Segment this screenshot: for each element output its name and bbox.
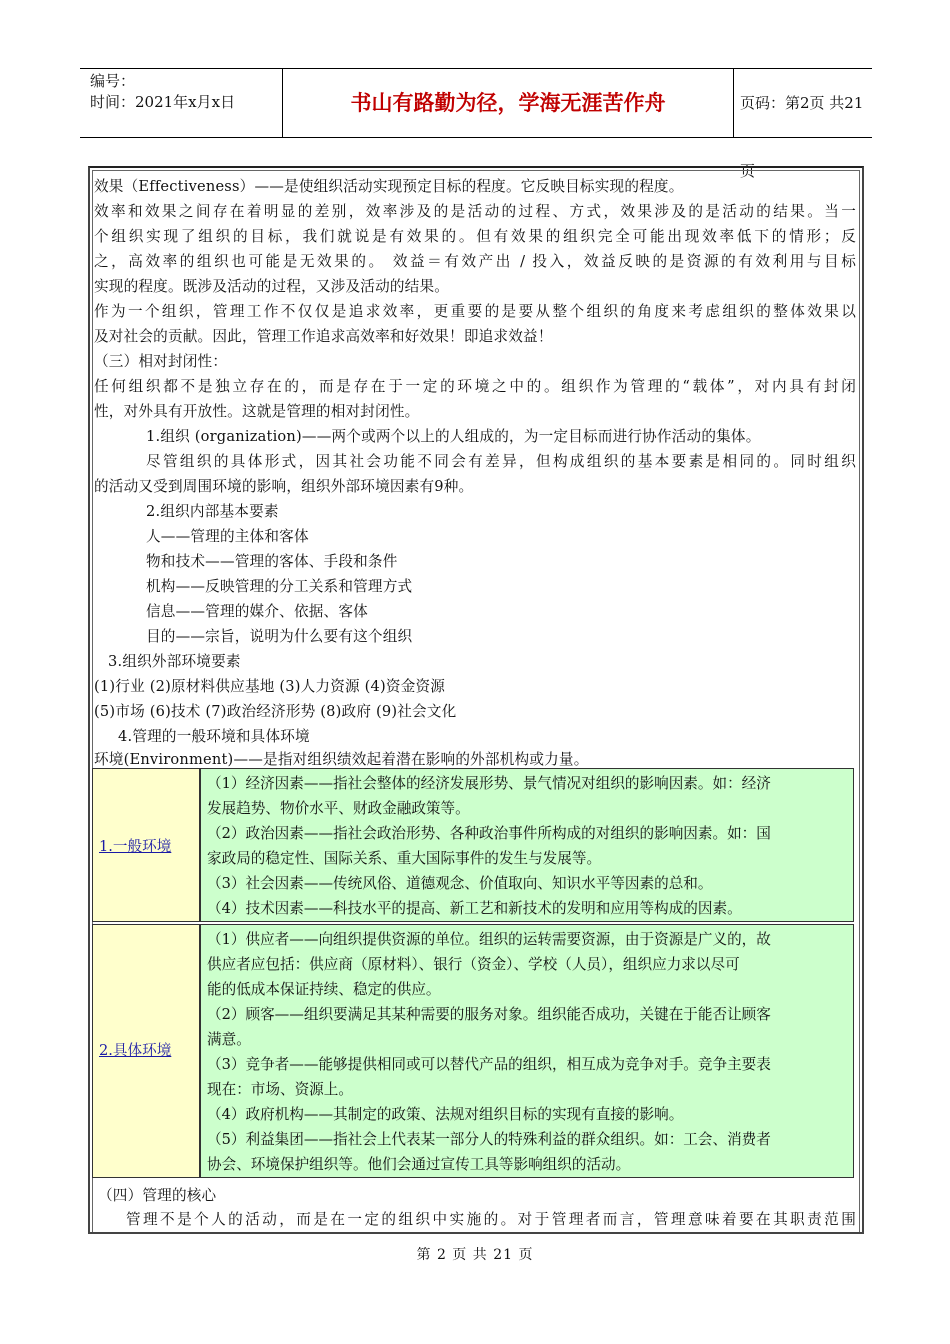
paragraph-line: 个组织实现了组织的目标，我们就说是有效果的。但有效果的组织完全可能出现效率低下的情形；反: [94, 228, 856, 245]
general-environment-label-cell: [92, 768, 200, 922]
list-item: 目的——宗旨，说明为什么要有这个组织: [146, 628, 413, 645]
table-row-line: 供应者应包括：供应商（原材料）、银行（资金）、学校（人员），组织应力求以尽可: [207, 956, 740, 973]
table-row-line: （3）社会因素——传统风俗、道德观念、价值取向、知识水平等因素的总和。: [207, 875, 713, 892]
page-footer: 第 2 页 共 21 页: [416, 1247, 534, 1263]
header-page-number: 页码：第2页 共21页: [740, 94, 864, 180]
table-row-line: （3）竞争者——能够提供相同或可以替代产品的组织，相互成为竞争对手。竞争主要表: [207, 1056, 771, 1073]
table-row-line: （2）顾客——组织要满足其某种需要的服务对象。组织能否成功，关键在于能否让顾客: [207, 1006, 771, 1023]
paragraph-line: 的活动又受到周围环境的影响，组织外部环境因素有9种。: [94, 478, 474, 495]
paragraph-line: 及对社会的贡献。因此，管理工作追求高效率和好效果！即追求效益！: [94, 328, 553, 345]
paragraph-line: 效率和效果之间存在着明显的差别，效率涉及的是活动的过程、方式，效果涉及的是活动的结果。当一: [94, 203, 856, 220]
section-heading: （四）管理的核心: [98, 1187, 217, 1204]
paragraph-line: 作为一个组织，管理工作不仅仅是追求效率，更重要的是要从整个组织的角度来考虑组织的整体效果以: [94, 303, 856, 320]
environment-table: [90, 768, 856, 1178]
table-row-line: （4）政府机构——其制定的政策、法规对组织目标的实现有直接的影响。: [207, 1106, 684, 1123]
table-row-line: （5）利益集团——指社会上代表某一部分人的特殊利益的群众组织。如：工会、消费者: [207, 1131, 771, 1148]
page-header: [80, 68, 872, 180]
paragraph-line: 任何组织都不是独立存在的，而是存在于一定的环境之中的。组织作为管理的“载体”，对内具有封闭: [94, 378, 856, 395]
paragraph-line: 管理不是个人的活动，而是在一定的组织中实施的。对于管理者而言，管理意味着要在其职责范围: [126, 1211, 856, 1228]
header-meta: [90, 71, 280, 113]
paragraph-line: 效果（Effectiveness）——是使组织活动实现预定目标的程度。它反映目标实现的程度。: [94, 178, 684, 195]
list-heading: 3.组织外部环境要素: [108, 653, 241, 670]
table-row-line: 协会、环境保护组织等。他们会通过宣传工具等影响组织的活动。: [207, 1156, 631, 1173]
list-heading: 2.组织内部基本要素: [146, 503, 279, 520]
paragraph-line: 实现的程度。既涉及活动的过程，又涉及活动的结果。: [94, 278, 450, 295]
table-row-line: 满意。: [207, 1031, 251, 1048]
section-heading: （三）相对封闭性：: [94, 353, 228, 370]
header-motto: 书山有路勤为径，学海无涯苦作舟: [350, 90, 666, 115]
specific-environment-content-cell: [200, 924, 854, 1178]
table-row-line: （1）供应者——向组织提供资源的单位。组织的运转需要资源，由于资源是广义的，故: [207, 931, 771, 948]
general-environment-content-cell: [200, 768, 854, 922]
table-row-line: （2）政治因素——指社会政治形势、各种政治事件所构成的对组织的影响因素。如：国: [207, 825, 771, 842]
paragraph-line: 1.组织 (organization)——两个或两个以上的人组成的，为一定目标而进行协作活动的集体。: [146, 428, 761, 445]
general-environment-link[interactable]: 1.一般环境: [99, 838, 172, 855]
paragraph-line: 之，高效率的组织也可能是无效果的。 效益＝有效产出 / 投入，效益反映的是资源的有效利用与目标: [94, 253, 856, 270]
document-date: 时间：2021年x月x日: [90, 93, 236, 111]
table-row-line: 家政局的稳定性、国际关系、重大国际事件的发生与发展等。: [207, 850, 602, 867]
specific-environment-label-cell: [92, 924, 200, 1178]
table-row-line: 能的低成本保证持续、稳定的供应。: [207, 981, 441, 998]
list-item: (5)市场 (6)技术 (7)政治经济形势 (8)政府 (9)社会文化: [94, 703, 457, 720]
document-number-label: 编号：: [90, 72, 136, 90]
table-row-line: 现在：市场、资源上。: [207, 1081, 353, 1098]
list-item: 物和技术——管理的客体、手段和条件: [146, 553, 398, 570]
list-heading: 4.管理的一般环境和具体环境: [118, 728, 310, 745]
list-item: 信息——管理的媒介、依据、客体: [146, 603, 368, 620]
specific-environment-link[interactable]: 2.具体环境: [99, 1042, 172, 1059]
paragraph-line: 尽管组织的具体形式，因其社会功能不同会有差异，但构成组织的基本要素是相同的。同时组织: [146, 453, 856, 470]
list-item: 人——管理的主体和客体: [146, 528, 309, 545]
table-row-line: 发展趋势、物价水平、财政金融政策等。: [207, 800, 470, 817]
header-divider: [733, 69, 734, 137]
list-item: (1)行业 (2)原材料供应基地 (3)人力资源 (4)资金资源: [94, 678, 446, 695]
paragraph-line: 环境(Environment)——是指对组织绩效起着潜在影响的外部机构或力量。: [94, 751, 589, 768]
paragraph-line: 性，对外具有开放性。这就是管理的相对封闭性。: [94, 403, 420, 420]
list-item: 机构——反映管理的分工关系和管理方式: [146, 578, 413, 595]
table-row-line: （4）技术因素——科技水平的提高、新工艺和新技术的发明和应用等构成的因素。: [207, 900, 742, 917]
table-row-line: （1）经济因素——指社会整体的经济发展形势、景气情况对组织的影响因素。如：经济: [207, 775, 771, 792]
